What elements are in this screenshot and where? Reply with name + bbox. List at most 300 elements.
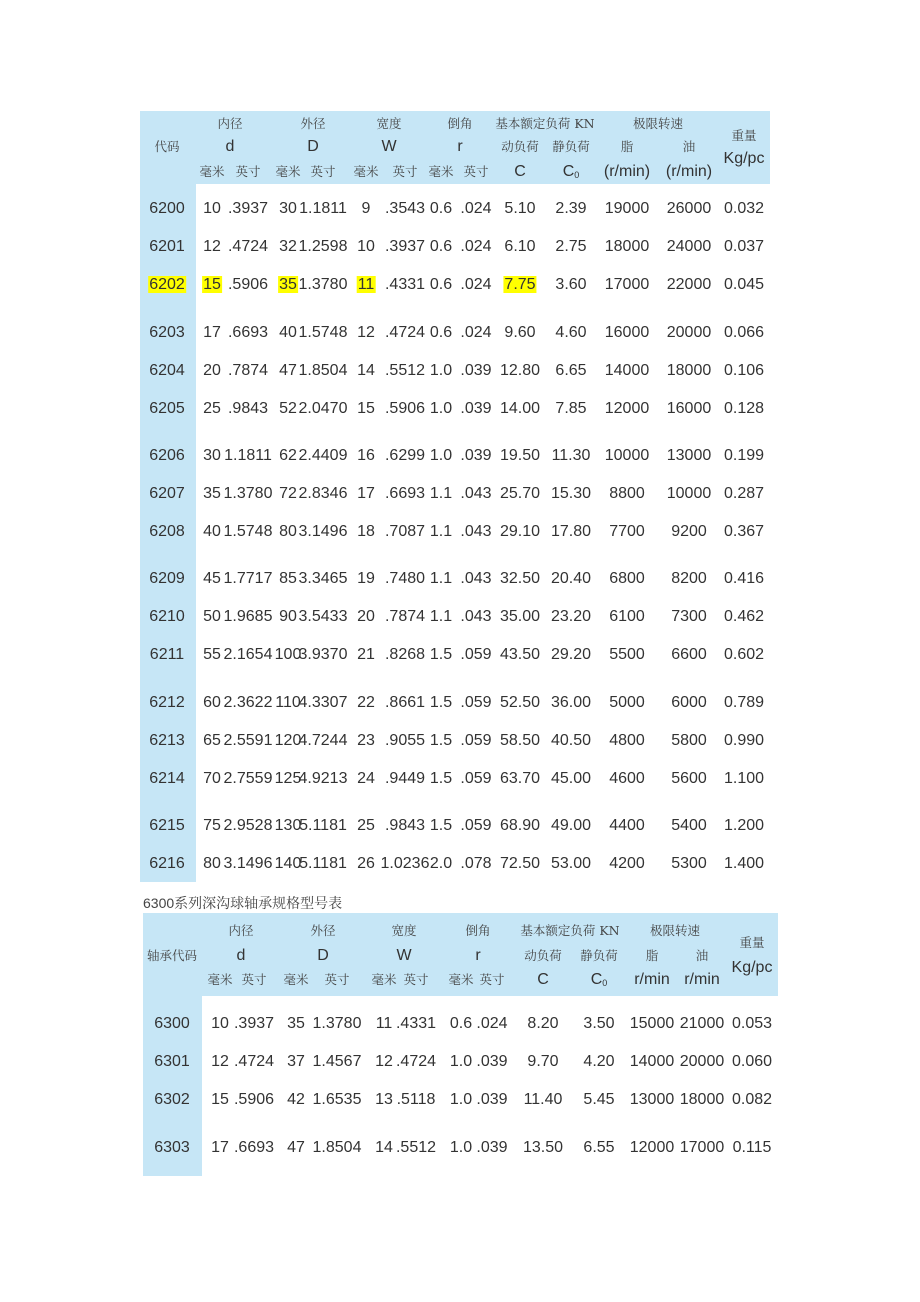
cell-value: .039 xyxy=(476,1091,508,1108)
table-cell xyxy=(149,363,185,379)
header-grease-unit: (r/min) xyxy=(603,163,651,180)
table-cell xyxy=(430,363,452,379)
cell-value: 20 xyxy=(357,608,375,625)
cell-value: 47 xyxy=(279,362,297,379)
header-dynamic-load: 动负荷 xyxy=(501,139,539,154)
table-cell xyxy=(609,524,645,540)
cell-value: 1.6535 xyxy=(312,1091,362,1108)
cell-value: 10 xyxy=(203,200,221,217)
table-cell xyxy=(357,771,375,787)
cell-value: 4.3307 xyxy=(298,694,348,711)
table-cell xyxy=(500,733,540,749)
table-cell xyxy=(671,856,707,872)
bearing-code: 6202 xyxy=(149,276,185,293)
cell-value: 14.00 xyxy=(499,400,541,417)
table-cell xyxy=(460,818,491,834)
cell-value: 0.416 xyxy=(723,570,765,587)
cell-value: 2.7559 xyxy=(223,770,273,787)
header-chamfer: 倒角 xyxy=(465,923,491,938)
table-cell xyxy=(385,524,425,540)
table-cell xyxy=(287,1140,305,1156)
table-cell xyxy=(476,1140,507,1156)
bearing-code: 6302 xyxy=(154,1091,190,1108)
cell-value: 0.602 xyxy=(723,646,765,663)
header-inch-0: 英寸 xyxy=(241,972,267,987)
table-cell xyxy=(724,448,764,464)
bearing-code: 6300 xyxy=(154,1015,190,1032)
table-cell xyxy=(357,401,375,417)
cell-value: 1.9685 xyxy=(223,608,273,625)
table-cell xyxy=(430,524,452,540)
cell-value: 37 xyxy=(287,1053,305,1070)
cell-value: .039 xyxy=(460,400,492,417)
table-cell xyxy=(671,524,707,540)
table-cell xyxy=(287,1016,305,1032)
table-cell xyxy=(671,695,707,711)
table-cell xyxy=(500,695,540,711)
table-cell xyxy=(605,363,650,379)
table-cell xyxy=(275,695,301,711)
cell-value: 3.1496 xyxy=(223,855,273,872)
cell-value: 0.367 xyxy=(723,523,765,540)
table-cell xyxy=(299,733,348,749)
table-cell xyxy=(202,277,222,293)
cell-value: .9843 xyxy=(384,817,426,834)
table-cell xyxy=(724,363,764,379)
table-cell xyxy=(396,1016,436,1032)
table-cell xyxy=(149,325,185,341)
table-cell xyxy=(299,571,348,587)
bearing-code: 6210 xyxy=(149,608,185,625)
cell-value: 10 xyxy=(211,1015,229,1032)
table-cell xyxy=(211,1092,229,1108)
table-cell xyxy=(630,1140,675,1156)
cell-value: 52 xyxy=(279,400,297,417)
header-speed: 极限转速 xyxy=(649,923,701,938)
cell-value: 65 xyxy=(203,732,221,749)
table-cell xyxy=(313,1054,362,1070)
cell-value: 14000 xyxy=(629,1053,675,1070)
cell-value: 4200 xyxy=(609,855,645,872)
cell-value: 36.00 xyxy=(550,694,592,711)
table-cell xyxy=(724,609,764,625)
table-cell xyxy=(500,571,540,587)
cell-value: 1.5 xyxy=(429,694,453,711)
header-static-symbol xyxy=(591,972,608,991)
table-cell xyxy=(500,856,540,872)
cell-value: 12 xyxy=(357,324,375,341)
cell-value: 1.400 xyxy=(723,855,765,872)
table-cell xyxy=(609,771,645,787)
table-cell xyxy=(211,1016,229,1032)
cell-value: 19.50 xyxy=(499,447,541,464)
table-cell xyxy=(430,239,452,255)
table-cell xyxy=(299,363,348,379)
cell-value: 12 xyxy=(203,238,221,255)
table-cell xyxy=(299,201,347,217)
cell-value: 72 xyxy=(279,485,297,502)
table-cell xyxy=(680,1140,725,1156)
cell-value: .024 xyxy=(460,276,492,293)
cell-value: 18 xyxy=(357,523,375,540)
cell-value: .059 xyxy=(460,732,492,749)
cell-value: 13.50 xyxy=(522,1139,564,1156)
cell-value: .059 xyxy=(460,770,492,787)
cell-value: 7700 xyxy=(609,523,645,540)
table-cell xyxy=(450,1140,472,1156)
cell-value: 30 xyxy=(203,447,221,464)
cell-value: 63.70 xyxy=(499,770,541,787)
header-grease: 脂 xyxy=(620,139,634,154)
cell-value: 0.128 xyxy=(723,400,765,417)
cell-value: .6693 xyxy=(233,1139,275,1156)
table-cell xyxy=(228,363,268,379)
table-cell xyxy=(609,733,645,749)
cell-value: 1.0 xyxy=(429,362,453,379)
static-symbol-main: C xyxy=(562,163,575,180)
header-mm-1: 毫米 xyxy=(275,164,301,179)
cell-value: 18000 xyxy=(604,238,650,255)
cell-value: 53.00 xyxy=(550,855,592,872)
table-cell xyxy=(460,486,491,502)
table-cell xyxy=(724,277,764,293)
cell-value: 2.75 xyxy=(555,238,587,255)
table-cell xyxy=(460,647,491,663)
table-cell xyxy=(667,325,712,341)
cell-value: 1.1 xyxy=(429,570,453,587)
cell-value: 7.75 xyxy=(504,276,536,293)
cell-value: 100 xyxy=(274,646,302,663)
table-cell xyxy=(279,571,297,587)
table-cell xyxy=(385,239,425,255)
cell-value: .5118 xyxy=(396,1091,436,1108)
table-cell xyxy=(450,1054,472,1070)
table-cell xyxy=(667,486,712,502)
cell-value: 1.2598 xyxy=(298,238,348,255)
table-cell xyxy=(551,647,591,663)
table-cell xyxy=(385,486,425,502)
cell-value: .5906 xyxy=(384,400,426,417)
table-cell xyxy=(228,277,268,293)
table-cell xyxy=(450,1016,472,1032)
table-cell xyxy=(724,695,764,711)
table-cell xyxy=(224,524,273,540)
cell-value: 24000 xyxy=(666,238,712,255)
cell-value: 20 xyxy=(203,362,221,379)
table-cell xyxy=(375,1140,393,1156)
cell-value: 9200 xyxy=(671,523,707,540)
table-cell xyxy=(357,448,375,464)
header-grease: 脂 xyxy=(645,948,659,963)
table-cell xyxy=(724,818,764,834)
cell-value: 5500 xyxy=(609,646,645,663)
cell-value: .5512 xyxy=(384,362,426,379)
table-cell xyxy=(583,1016,614,1032)
cell-value: 1.5 xyxy=(429,732,453,749)
header-width: 宽度 xyxy=(376,116,402,131)
cell-value: 3.50 xyxy=(583,1015,615,1032)
table-cell xyxy=(724,647,764,663)
cell-value: 20000 xyxy=(679,1053,725,1070)
cell-value: 6000 xyxy=(671,694,707,711)
cell-value: 9.60 xyxy=(504,324,536,341)
table-cell xyxy=(630,1092,675,1108)
cell-value: 3.5433 xyxy=(298,608,348,625)
cell-value: 17000 xyxy=(679,1139,725,1156)
cell-value: .4724 xyxy=(395,1053,437,1070)
table-cell xyxy=(460,856,491,872)
cell-value: .7874 xyxy=(384,608,426,625)
table-cell xyxy=(203,239,221,255)
cell-value: 29.10 xyxy=(499,523,541,540)
table-cell xyxy=(357,486,375,502)
header-static-symbol xyxy=(563,164,580,183)
cell-value: .024 xyxy=(460,238,492,255)
cell-value: 6800 xyxy=(609,570,645,587)
header-chamfer-symbol: r xyxy=(475,947,481,964)
table-cell xyxy=(279,201,297,217)
table-cell xyxy=(224,571,273,587)
table-cell xyxy=(500,401,540,417)
table-cell xyxy=(357,733,375,749)
table-cell xyxy=(299,856,347,872)
cell-value: 35.00 xyxy=(499,608,541,625)
table-cell xyxy=(609,695,645,711)
cell-value: .059 xyxy=(460,817,492,834)
table-cell xyxy=(385,401,425,417)
cell-value: .078 xyxy=(460,855,492,872)
cell-value: .024 xyxy=(460,324,492,341)
cell-value: 125 xyxy=(274,770,302,787)
table-cell xyxy=(671,818,707,834)
cell-value: 0.066 xyxy=(723,324,765,341)
table-cell xyxy=(228,239,268,255)
table-cell xyxy=(460,325,491,341)
cell-value: 1.0236 xyxy=(380,855,430,872)
table-cell xyxy=(299,325,348,341)
cell-value: 1.5 xyxy=(429,770,453,787)
table-cell xyxy=(299,818,347,834)
caption-text: 系列深沟球轴承规格型号表 xyxy=(174,896,343,912)
table-cell xyxy=(149,201,185,217)
table-cell xyxy=(149,733,185,749)
table-cell xyxy=(385,277,425,293)
cell-value: 6.10 xyxy=(504,238,536,255)
table-cell xyxy=(299,771,348,787)
header-static-load: 静负荷 xyxy=(552,139,590,154)
table-cell xyxy=(279,401,297,417)
header-static-load: 静负荷 xyxy=(580,948,618,963)
cell-value: .7087 xyxy=(384,523,426,540)
cell-value: 45.00 xyxy=(550,770,592,787)
table-cell xyxy=(460,401,491,417)
cell-value: 19000 xyxy=(604,200,650,217)
table-cell xyxy=(149,695,185,711)
table-cell xyxy=(460,448,491,464)
cell-value: .043 xyxy=(460,570,492,587)
table-cell xyxy=(504,239,535,255)
table-cell xyxy=(148,277,186,293)
header-weight: 重量 xyxy=(731,128,757,143)
table-cell xyxy=(551,524,591,540)
table-cell xyxy=(460,363,491,379)
table-cell xyxy=(203,609,221,625)
table-cell xyxy=(149,609,185,625)
table-cell xyxy=(500,818,540,834)
header-inner: 内径 xyxy=(217,116,243,131)
table-cell xyxy=(460,733,491,749)
table-cell xyxy=(724,239,764,255)
table-cell xyxy=(299,277,348,293)
cell-value: 0.115 xyxy=(732,1139,772,1156)
table-cell xyxy=(476,1054,507,1070)
cell-value: 14 xyxy=(357,362,375,379)
cell-value: 110 xyxy=(275,694,301,711)
header-weight-unit: Kg/pc xyxy=(723,150,765,167)
header-dynamic-symbol: C xyxy=(537,971,549,988)
table-cell xyxy=(275,818,302,834)
cell-value: 4.20 xyxy=(583,1053,615,1070)
table-cell xyxy=(680,1054,725,1070)
cell-value: 10000 xyxy=(604,447,650,464)
table-cell xyxy=(149,771,185,787)
cell-value: 7.85 xyxy=(555,400,587,417)
table-cell xyxy=(555,325,586,341)
table-cell xyxy=(671,609,707,625)
cell-value: 1.1 xyxy=(429,608,453,625)
cell-value: 24 xyxy=(357,770,375,787)
table-cell xyxy=(500,647,540,663)
table-cell xyxy=(234,1140,274,1156)
header-load: 基本额定负荷 KN xyxy=(520,923,620,938)
header-inch-3: 英寸 xyxy=(479,972,505,987)
cell-value: 25.70 xyxy=(499,485,541,502)
table-cell xyxy=(385,201,425,217)
cell-value: 0.060 xyxy=(731,1053,773,1070)
cell-value: 140 xyxy=(274,855,302,872)
cell-value: 3.60 xyxy=(555,276,587,293)
cell-value: 15.30 xyxy=(550,485,592,502)
table-cell xyxy=(299,448,348,464)
cell-value: 6.55 xyxy=(583,1139,615,1156)
table-cell xyxy=(583,1140,614,1156)
cell-value: 10 xyxy=(357,238,375,255)
cell-value: 0.6 xyxy=(429,200,453,217)
bearing-code: 6209 xyxy=(149,570,185,587)
table-cell xyxy=(609,856,645,872)
cell-value: .4331 xyxy=(395,1015,437,1032)
cell-value: 3.3465 xyxy=(298,570,348,587)
bearing-code: 6303 xyxy=(154,1139,190,1156)
header-chamfer: 倒角 xyxy=(447,116,473,131)
table-cell xyxy=(724,571,764,587)
table-cell xyxy=(357,325,375,341)
table-cell xyxy=(203,524,221,540)
cell-value: 75 xyxy=(203,817,221,834)
cell-value: 13 xyxy=(375,1091,393,1108)
table-cell xyxy=(551,486,591,502)
table-cell xyxy=(357,695,375,711)
table-cell xyxy=(385,363,425,379)
static-symbol-main: C xyxy=(590,971,603,988)
cell-value: 6600 xyxy=(671,646,707,663)
cell-value: 1.8504 xyxy=(298,362,348,379)
table-cell xyxy=(430,486,452,502)
table-cell xyxy=(397,1092,436,1108)
table-cell xyxy=(724,325,764,341)
cell-value: 0.6 xyxy=(429,276,453,293)
table-cell xyxy=(430,856,452,872)
cell-value: 0.6 xyxy=(429,238,453,255)
table-cell xyxy=(357,647,375,663)
header-outer-symbol: D xyxy=(317,947,329,964)
cell-value: 0.106 xyxy=(723,362,765,379)
table-cell xyxy=(667,239,712,255)
cell-value: 35 xyxy=(279,276,297,293)
table-cell xyxy=(203,363,221,379)
header-inch-1: 英寸 xyxy=(310,164,336,179)
cell-value: 11.40 xyxy=(523,1091,563,1108)
table-cell xyxy=(527,1016,558,1032)
table-cell xyxy=(671,647,707,663)
table-cell xyxy=(149,401,185,417)
table-cell xyxy=(287,1054,305,1070)
table-cell xyxy=(313,1016,362,1032)
table-cell xyxy=(154,1054,190,1070)
cell-value: .6693 xyxy=(227,324,269,341)
cell-value: 18000 xyxy=(666,362,712,379)
cell-value: 120 xyxy=(274,732,302,749)
cell-value: 90 xyxy=(279,608,297,625)
cell-value: 12.80 xyxy=(499,362,541,379)
table-cell xyxy=(228,201,268,217)
table-cell xyxy=(299,647,348,663)
bearing-code: 6212 xyxy=(149,694,185,711)
table-cell xyxy=(667,401,712,417)
header-mm-2: 毫米 xyxy=(371,972,397,987)
table-cell xyxy=(203,571,221,587)
cell-value: .4724 xyxy=(233,1053,275,1070)
table-cell xyxy=(460,609,491,625)
table-cell xyxy=(149,524,185,540)
cell-value: 0.037 xyxy=(723,238,765,255)
table-cell xyxy=(396,1054,436,1070)
table-cell xyxy=(476,1016,507,1032)
cell-value: 18000 xyxy=(679,1091,725,1108)
table-cell xyxy=(228,401,268,417)
table-cell xyxy=(551,771,591,787)
table-cell xyxy=(500,609,540,625)
bearing-code: 6208 xyxy=(149,523,185,540)
cell-value: .9843 xyxy=(227,400,269,417)
cell-value: 2.0470 xyxy=(298,400,348,417)
cell-value: 0.287 xyxy=(723,485,765,502)
cell-value: .5512 xyxy=(395,1139,437,1156)
table-cell xyxy=(527,1054,558,1070)
table-cell xyxy=(313,1092,362,1108)
table-cell xyxy=(149,239,185,255)
header-inch-2: 英寸 xyxy=(392,164,418,179)
cell-value: 35 xyxy=(203,485,221,502)
table-cell xyxy=(667,448,712,464)
table-cell xyxy=(385,448,425,464)
cell-value: 1.4567 xyxy=(312,1053,362,1070)
table-cell xyxy=(671,771,707,787)
table-cell xyxy=(203,856,221,872)
cell-value: 2.8346 xyxy=(298,485,348,502)
cell-value: 1.1811 xyxy=(224,447,272,464)
header-inch-1: 英寸 xyxy=(324,972,350,987)
